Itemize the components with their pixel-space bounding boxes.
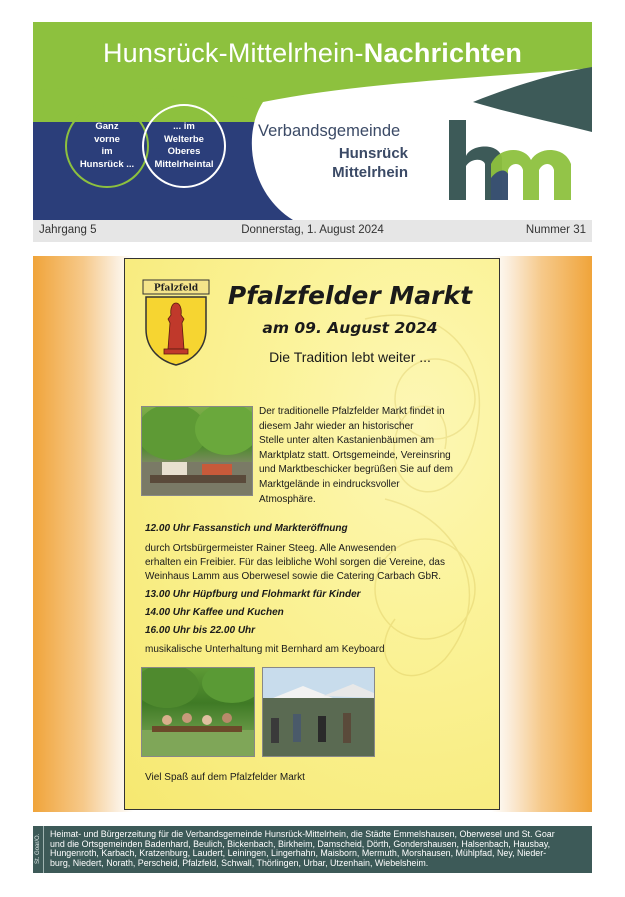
title-bold-part: Nachrichten [363, 38, 523, 68]
footer-side-tab [33, 826, 44, 873]
program-text: erhalten ein Freibier. Für das leibliche Wohl sorgen die Vereine, das [145, 557, 445, 568]
poster-intro-text [259, 405, 474, 507]
market-photo-chestnut-trees [141, 406, 253, 496]
poster-title: Pfalzfelder Markt [227, 281, 473, 310]
masthead [33, 22, 592, 220]
intro-line: und Marktbeschicker begrüßen Sie auf dem [259, 464, 453, 476]
market-photo-visitors [141, 667, 255, 757]
program-text: musikalische Unterhaltung mit Bernhard am Keyboard [145, 644, 385, 655]
slogan-left-text: Ganz vorne im Hunsrück ... [79, 121, 135, 170]
issue-number: Nummer 31 [525, 224, 586, 236]
hm-logo-icon [447, 118, 575, 203]
slogan-circle-right [142, 104, 226, 188]
poster-closing: Viel Spaß auf dem Pfalzfelder Markt [145, 772, 305, 783]
poster-date: am 09. August 2024 [262, 319, 438, 337]
footer-side-label: St. Goar/O. [35, 833, 42, 864]
issue-info-bar [33, 220, 592, 242]
municipality-line-1: Verbandsgemeinde [258, 122, 401, 140]
municipality-name [258, 122, 408, 181]
intro-line: Marktgelände in eindrucksvoller [259, 478, 400, 490]
pfalzfeld-crest [142, 279, 210, 367]
program-heading-coffee: 14.00 Uhr Kaffee und Kuchen [145, 607, 284, 618]
intro-line: Der traditionelle Pfalzfelder Markt findet in [259, 406, 445, 417]
slogan-circle-left [65, 104, 149, 188]
market-photo-stalls [262, 667, 375, 757]
program-text: durch Ortsbürgermeister Rainer Steeg. Alle Anwesenden [145, 543, 397, 554]
slogan-right-text: ... im Welterbe Oberes Mittelrheintal [154, 121, 214, 170]
poster-subtitle: Die Tradition lebt weiter ... [269, 349, 431, 365]
intro-line: diesem Jahr wieder an historischer [259, 420, 414, 432]
volume-label: Jahrgang 5 [39, 224, 97, 236]
program-text: Weinhaus Lamm aus Oberwesel sowie die Catering Carbach GbR. [145, 571, 442, 582]
footer-line: und die Ortsgemeinden Badenhard, Beulich, Bickenbach, Birkheim, Damscheid, Dörth, Gondershausen, Halsenbach, Hausbay, [50, 838, 551, 849]
crest-label: Pfalzfeld [153, 283, 199, 294]
market-poster [124, 258, 500, 810]
footer-line: Heimat- und Bürgerzeitung für die Verbandsgemeinde Hunsrück-Mittelrhein, die Städte Emmelshausen, Oberwesel und St. Goar [50, 829, 555, 839]
intro-line: Stelle unter alten Kastanienbäumen am [259, 435, 435, 447]
municipality-line-3: Mittelrhein [332, 164, 408, 181]
issue-date: Donnerstag, 1. August 2024 [241, 224, 384, 236]
footer-line: burg, Niedert, Norath, Perscheid, Pfalzfeld, Schwall, Thörlingen, Urbar, Utzenhain, Wiebelsheim. [50, 857, 429, 868]
program-heading-opening: 12.00 Uhr Fassanstich und Markteröffnung [145, 523, 348, 534]
title-regular-part: Hunsrück-Mittelrhein- [102, 38, 364, 68]
intro-line: Atmosphäre. [259, 493, 316, 505]
footer-line: Hungenroth, Karbach, Kratzenburg, Laudert, Leiningen, Lingerhahn, Maisborn, Mermuth, Morshausen, Mühlpfad, Ney, Nieder- [50, 848, 547, 859]
municipality-line-2: Hunsrück [338, 145, 408, 162]
intro-line: Marktplatz statt. Ortsgemeinde, Vereinsring [259, 449, 451, 461]
program-heading-kids: 13.00 Uhr Hüpfburg und Flohmarkt für Kinder [145, 589, 361, 600]
program-heading-music-time: 16.00 Uhr bis 22.00 Uhr [145, 625, 256, 636]
footer-banner [33, 826, 592, 873]
footer-description [50, 830, 590, 868]
newspaper-title [33, 38, 592, 69]
